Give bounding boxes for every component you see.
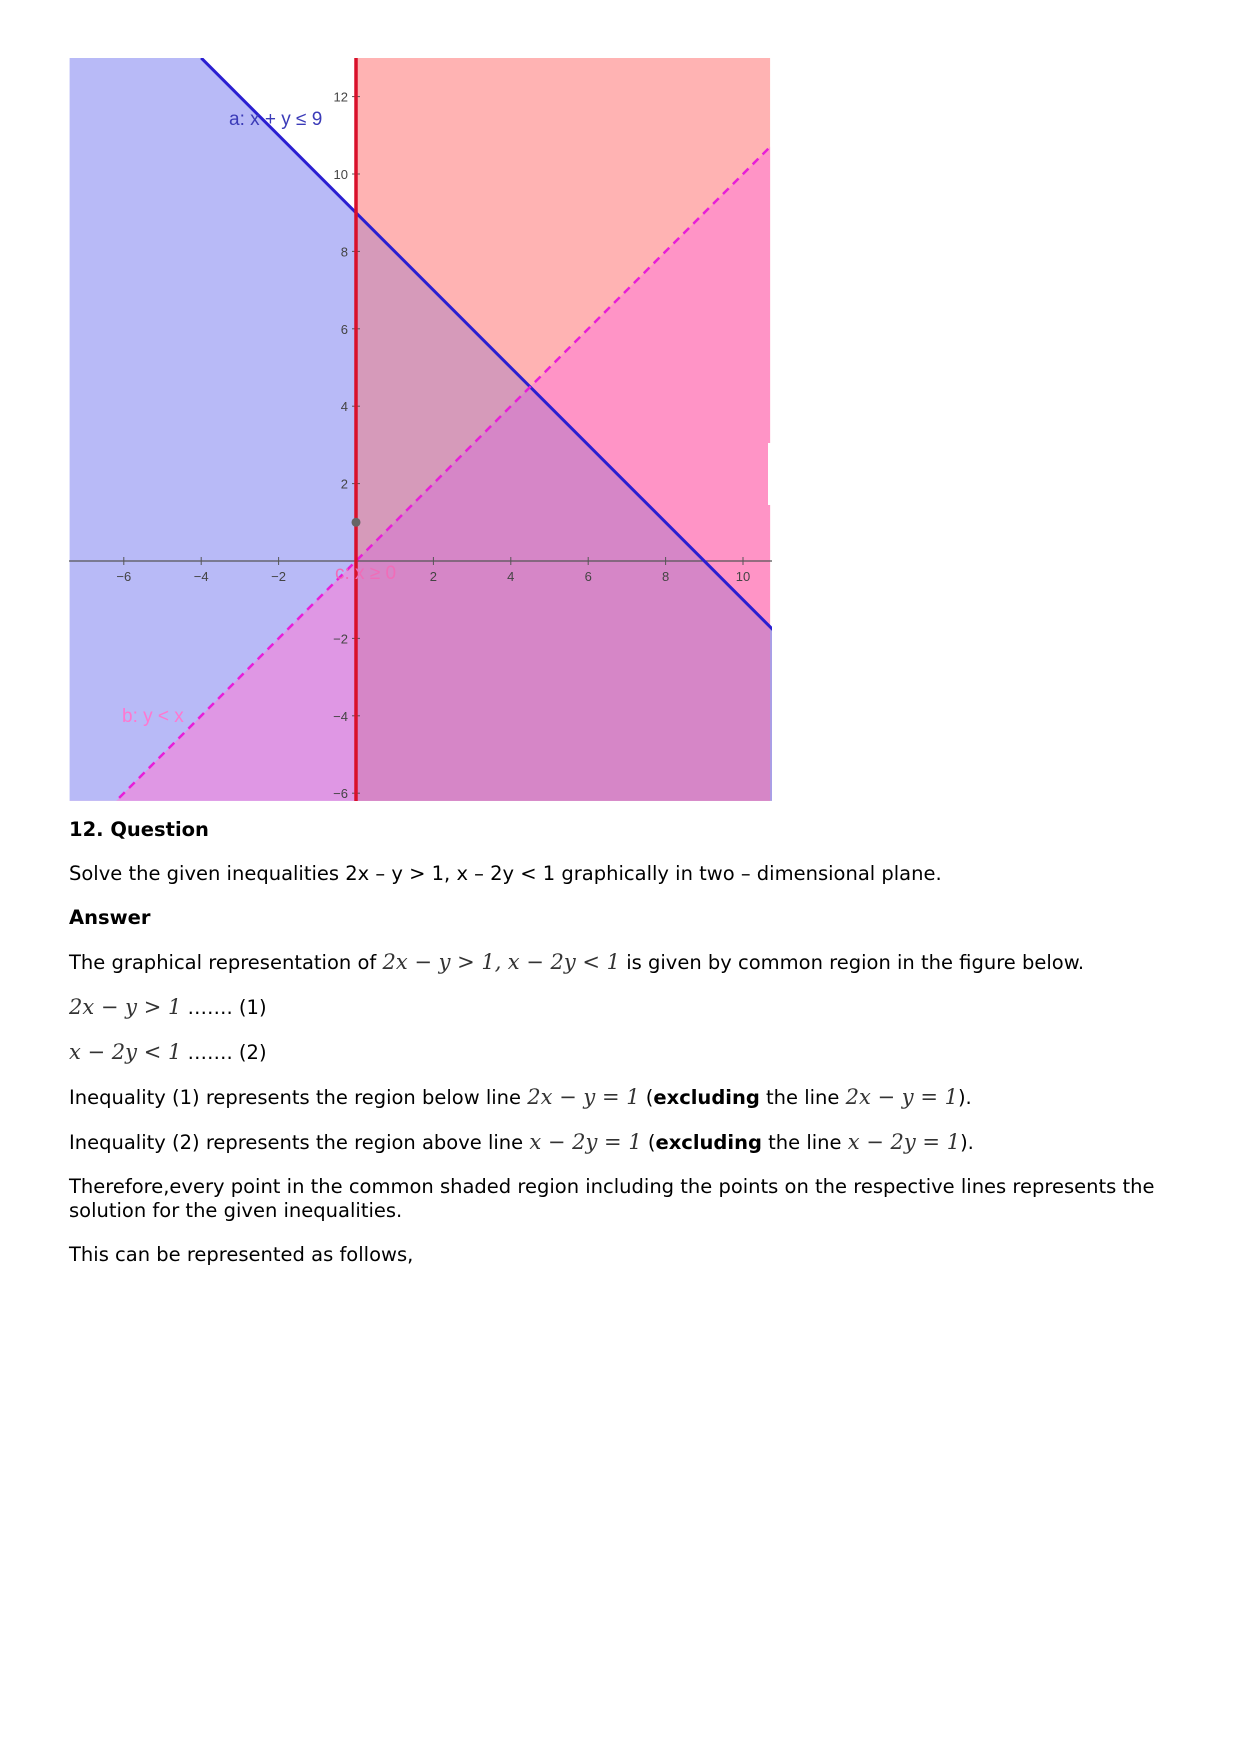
y-tick-label: 4 [340,399,348,415]
equation-1-number: ……. (1) [187,996,267,1019]
x-tick-label: −4 [193,569,209,584]
ineq2-close: ). [960,1131,974,1154]
line-a-label: a: x + y ≤ 9 [229,109,323,130]
equation-2 [69,1040,1179,1065]
intro-math-2: x − 2y < 1 [507,950,621,974]
conclusion-text: Therefore,every point in the common shaded region including the points on the respective lines represents the solution for the given inequalities. [69,1175,1155,1222]
x-tick-label: 4 [507,569,515,584]
answer-title: Answer [69,906,151,929]
y-tick-label: 12 [333,89,348,105]
ineq1-open: ( [645,1086,654,1109]
x-tick-label: 2 [429,569,438,584]
equation-2-math: x − 2y < 1 [69,1040,182,1064]
intro-text-after: is given by common region in the figure below. [626,951,1085,974]
y-tick-label: 2 [340,476,348,492]
ineq2-math: x − 2y = 1 [529,1130,642,1154]
x-tick-label: 8 [661,569,670,584]
document-body [69,818,1179,1287]
intro-math-1: 2x − y > 1 [382,950,495,974]
ineq1-text: Inequality (1) represents the region below line [69,1086,522,1109]
ineq1-math: 2x − y = 1 [527,1085,640,1109]
y-tick-label: 8 [340,244,348,260]
x-tick-label: 10 [735,569,751,584]
equation-2-number: ……. (2) [187,1041,267,1064]
ineq2-mid: the line [768,1131,842,1154]
y-tick-label: 6 [340,321,348,337]
x-tick-label: 6 [584,569,592,584]
graph-point [352,518,361,527]
question-text: Solve the given inequalities 2x – y > 1, x – 2y < 1 graphically in two – dimensional plane. [69,862,942,885]
ineq1-math-2: 2x − y = 1 [845,1085,958,1109]
ineq1-close: ). [957,1086,972,1109]
intro-text-before: The graphical representation of [69,951,377,974]
y-tick-label: −6 [333,786,348,801]
y-tick-label: −2 [333,631,348,647]
equation-1 [69,995,1179,1020]
question-title: 12. Question [69,818,209,841]
inequality-graph [69,58,772,801]
y-tick-label: −4 [333,708,348,724]
ineq2-bold: excluding [655,1131,762,1154]
x-tick-label: −2 [271,569,287,584]
ineq1-mid: the line [766,1086,840,1109]
inequality-1-explanation [69,1085,1179,1110]
edge-tab [768,443,772,505]
line-b-label: b: y < x [122,706,184,727]
y-tick-label: 10 [333,167,348,182]
intro-separator: , [494,950,502,974]
equation-1-math: 2x − y > 1 [69,995,182,1019]
ineq2-open: ( [647,1131,656,1154]
inequality-2-explanation [69,1130,1179,1155]
ineq1-bold: excluding [653,1086,760,1109]
follows-text: This can be represented as follows, [69,1243,414,1266]
line-c-label: c: x ≥ 0 [335,563,397,584]
answer-intro [69,950,1179,975]
x-tick-label: −6 [116,569,132,584]
ineq2-text: Inequality (2) represents the region above line [69,1131,524,1154]
ineq2-math-2: x − 2y = 1 [847,1130,961,1154]
